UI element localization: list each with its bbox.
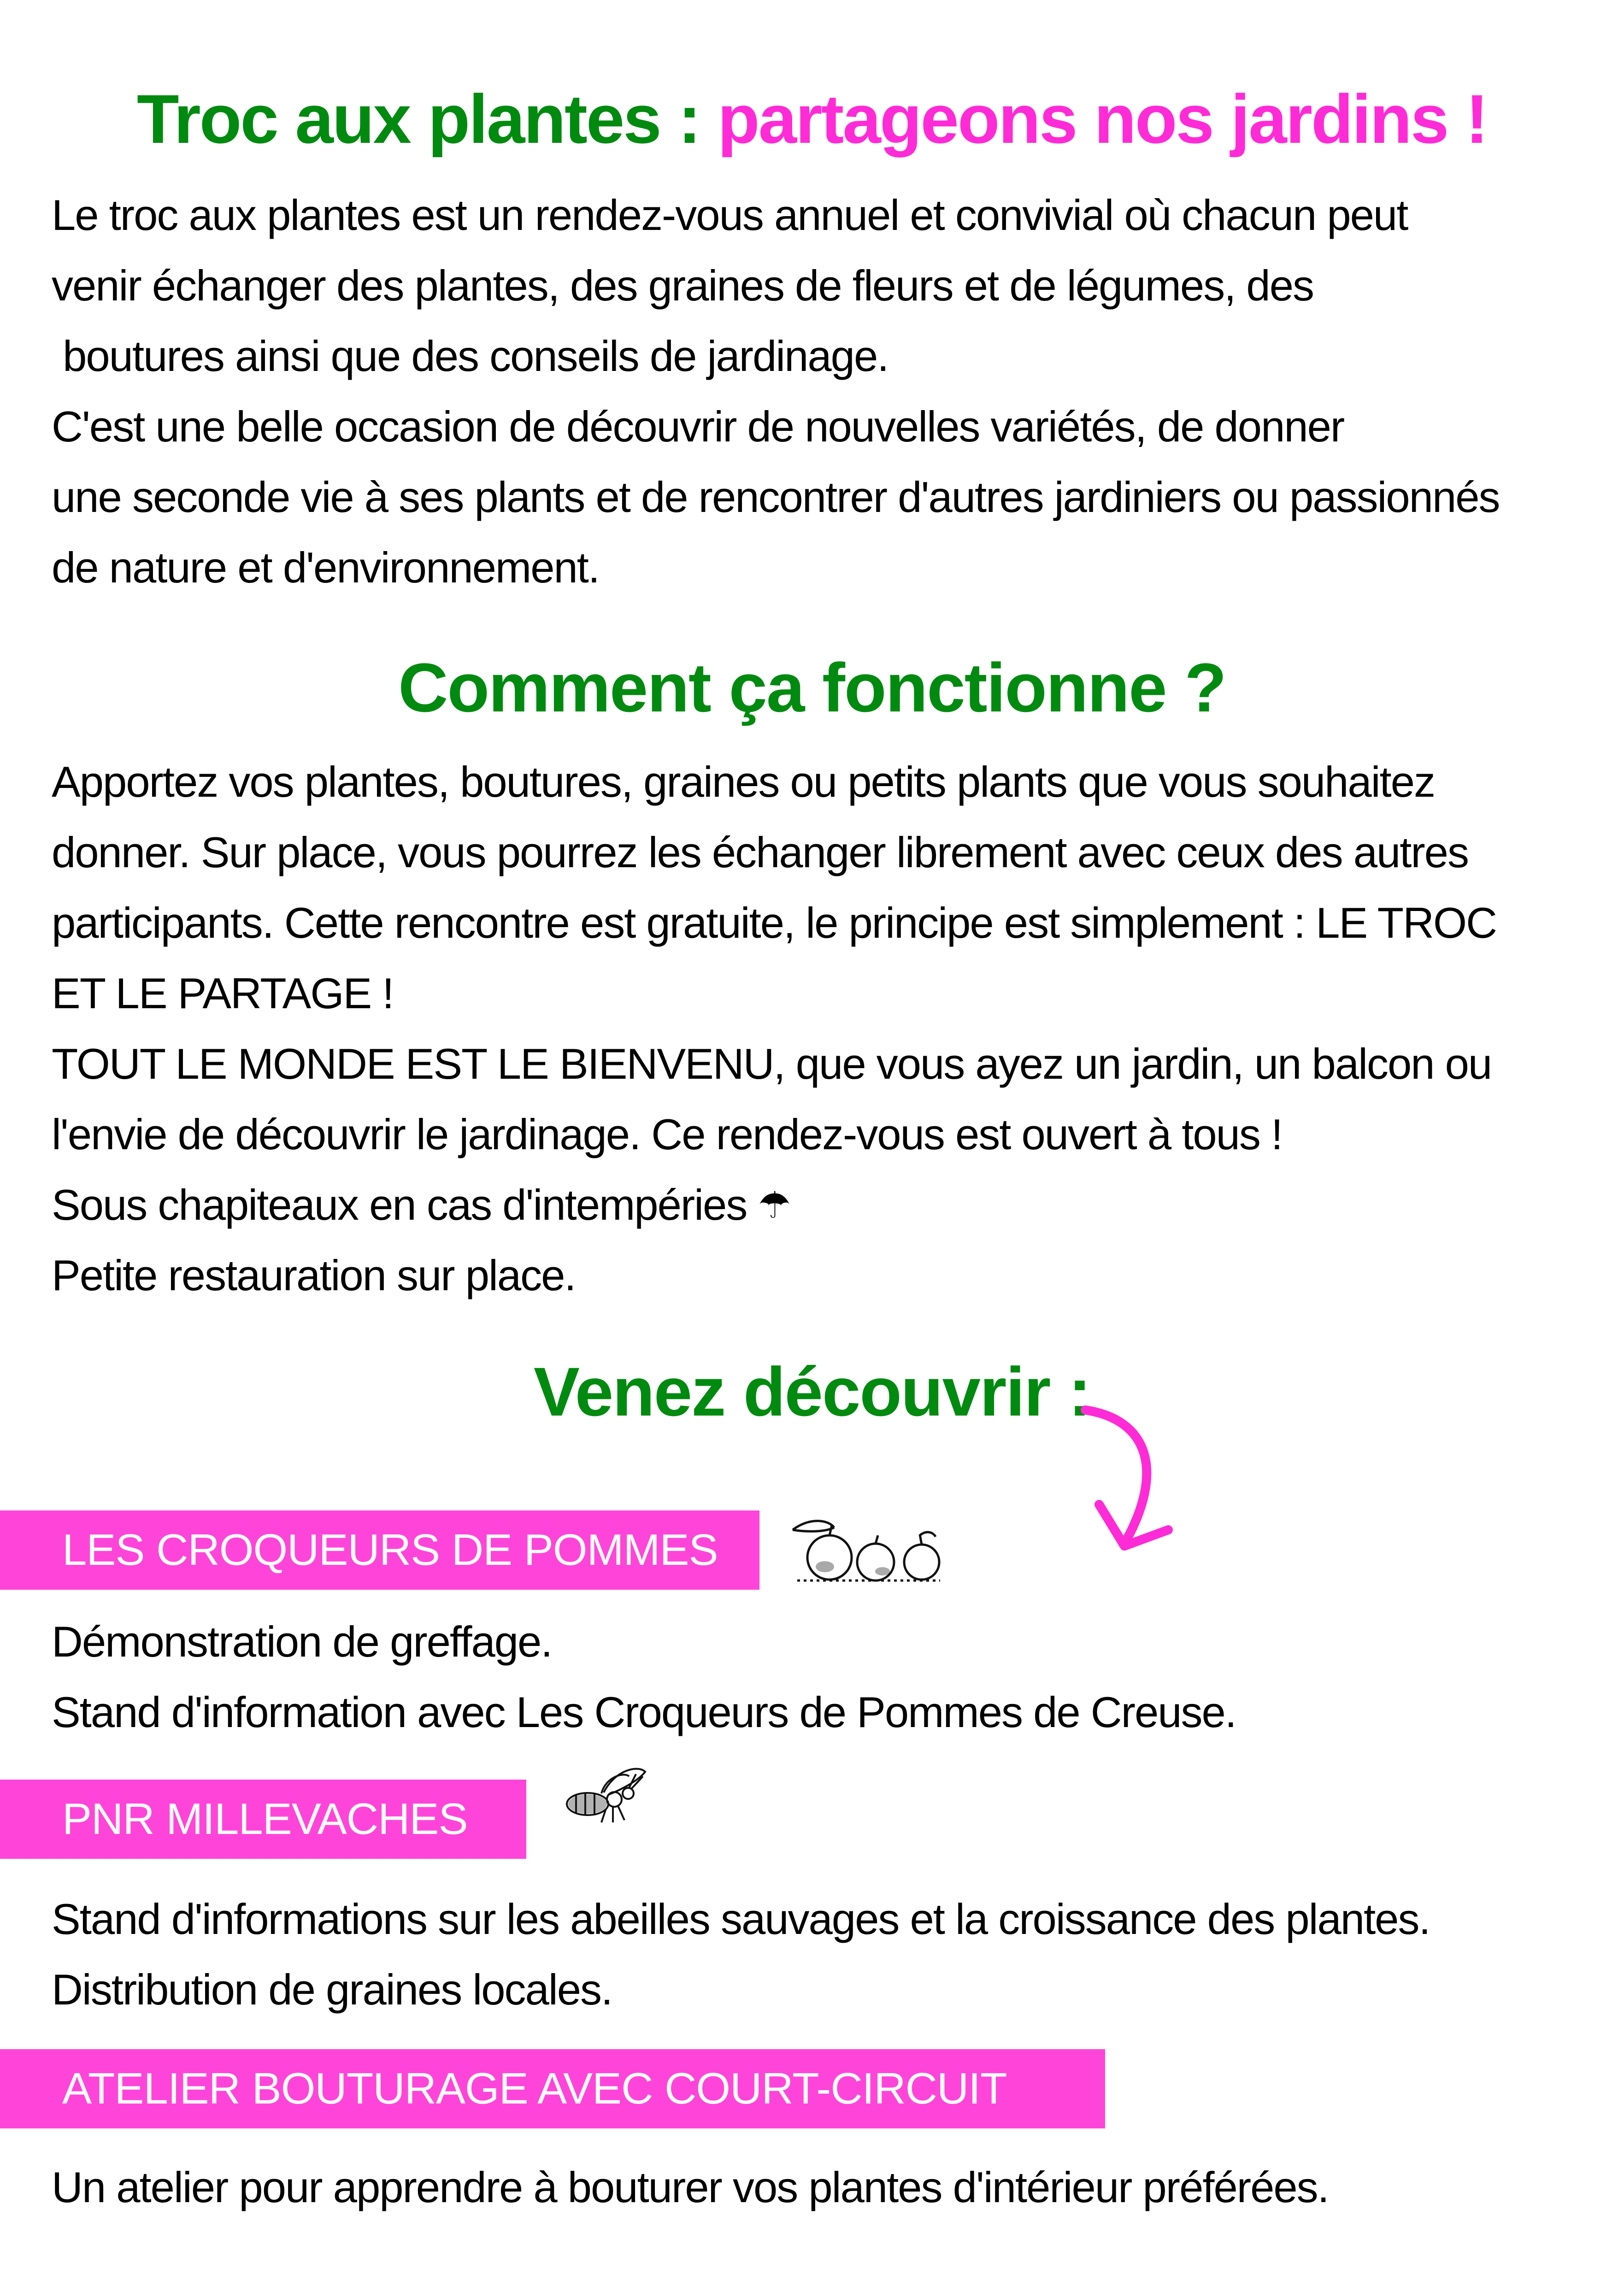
intro-line: une seconde vie à ses plants et de rencontrer d'autres jardiniers ou passionnés — [52, 473, 1500, 521]
how-line: ET LE PARTAGE ! — [52, 969, 394, 1017]
section-line: Un atelier pour apprendre à bouturer vos plantes d'intérieur préférées. — [52, 2163, 1329, 2211]
how-line: Sous chapiteaux en cas d'intempéries — [52, 1181, 747, 1229]
section-line: Distribution de graines locales. — [52, 1965, 612, 2014]
how-it-works-paragraph — [52, 746, 1586, 1310]
bee-icon — [560, 1760, 652, 1829]
section-tag-croqueurs: LES CROQUEURS DE POMMES — [0, 1510, 759, 1590]
section-line: Stand d'information avec Les Croqueurs de Pommes de Creuse. — [52, 1688, 1236, 1736]
section-pnr-text — [52, 1884, 1586, 2025]
intro-line: C'est une belle occasion de découvrir de nouvelles variétés, de donner — [52, 402, 1344, 451]
section-line: Démonstration de greffage. — [52, 1617, 552, 1666]
intro-line: Le troc aux plantes est un rendez-vous annuel et convivial où chacun peut — [52, 191, 1408, 239]
how-line: Petite restauration sur place. — [52, 1251, 576, 1299]
how-line-umbrella — [52, 1169, 1586, 1240]
how-line: TOUT LE MONDE EST LE BIENVENU, que vous ayez un jardin, un balcon ou — [52, 1040, 1492, 1088]
title-part-1: Troc aux plantes : — [136, 80, 700, 158]
section-tag-pnr: PNR MILLEVACHES — [0, 1780, 526, 1859]
title-part-2: partageons nos jardins ! — [718, 80, 1488, 158]
page-title — [0, 77, 1624, 160]
intro-line: de nature et d'environnement. — [52, 543, 600, 592]
section-tag-bouturage: ATELIER BOUTURAGE AVEC COURT-CIRCUIT — [0, 2049, 1105, 2128]
curved-arrow-icon — [1074, 1392, 1194, 1576]
how-line: l'envie de découvrir le jardinage. Ce rendez-vous est ouvert à tous ! — [52, 1110, 1283, 1158]
how-it-works-heading: Comment ça fonctionne ? — [398, 649, 1226, 726]
intro-paragraph — [52, 180, 1586, 603]
how-line: participants. Cette rencontre est gratuite, le principe est simplement : LE TROC — [52, 899, 1496, 947]
section-bouturage-text — [52, 2152, 1586, 2222]
how-line: Apportez vos plantes, boutures, graines ou petits plants que vous souhaitez — [52, 758, 1435, 806]
section-croqueurs-text — [52, 1606, 1586, 1747]
section-line: Stand d'informations sur les abeilles sauvages et la croissance des plantes. — [52, 1895, 1430, 1943]
how-line: donner. Sur place, vous pourrez les échanger librement avec ceux des autres — [52, 828, 1468, 876]
intro-line: boutures ainsi que des conseils de jardinage. — [52, 332, 888, 380]
intro-line: venir échanger des plantes, des graines de fleurs et de légumes, des — [52, 261, 1313, 310]
apples-icon — [783, 1507, 949, 1585]
umbrella-icon: ☂ — [758, 1185, 790, 1226]
discover-heading: Venez découvrir : — [533, 1353, 1091, 1430]
